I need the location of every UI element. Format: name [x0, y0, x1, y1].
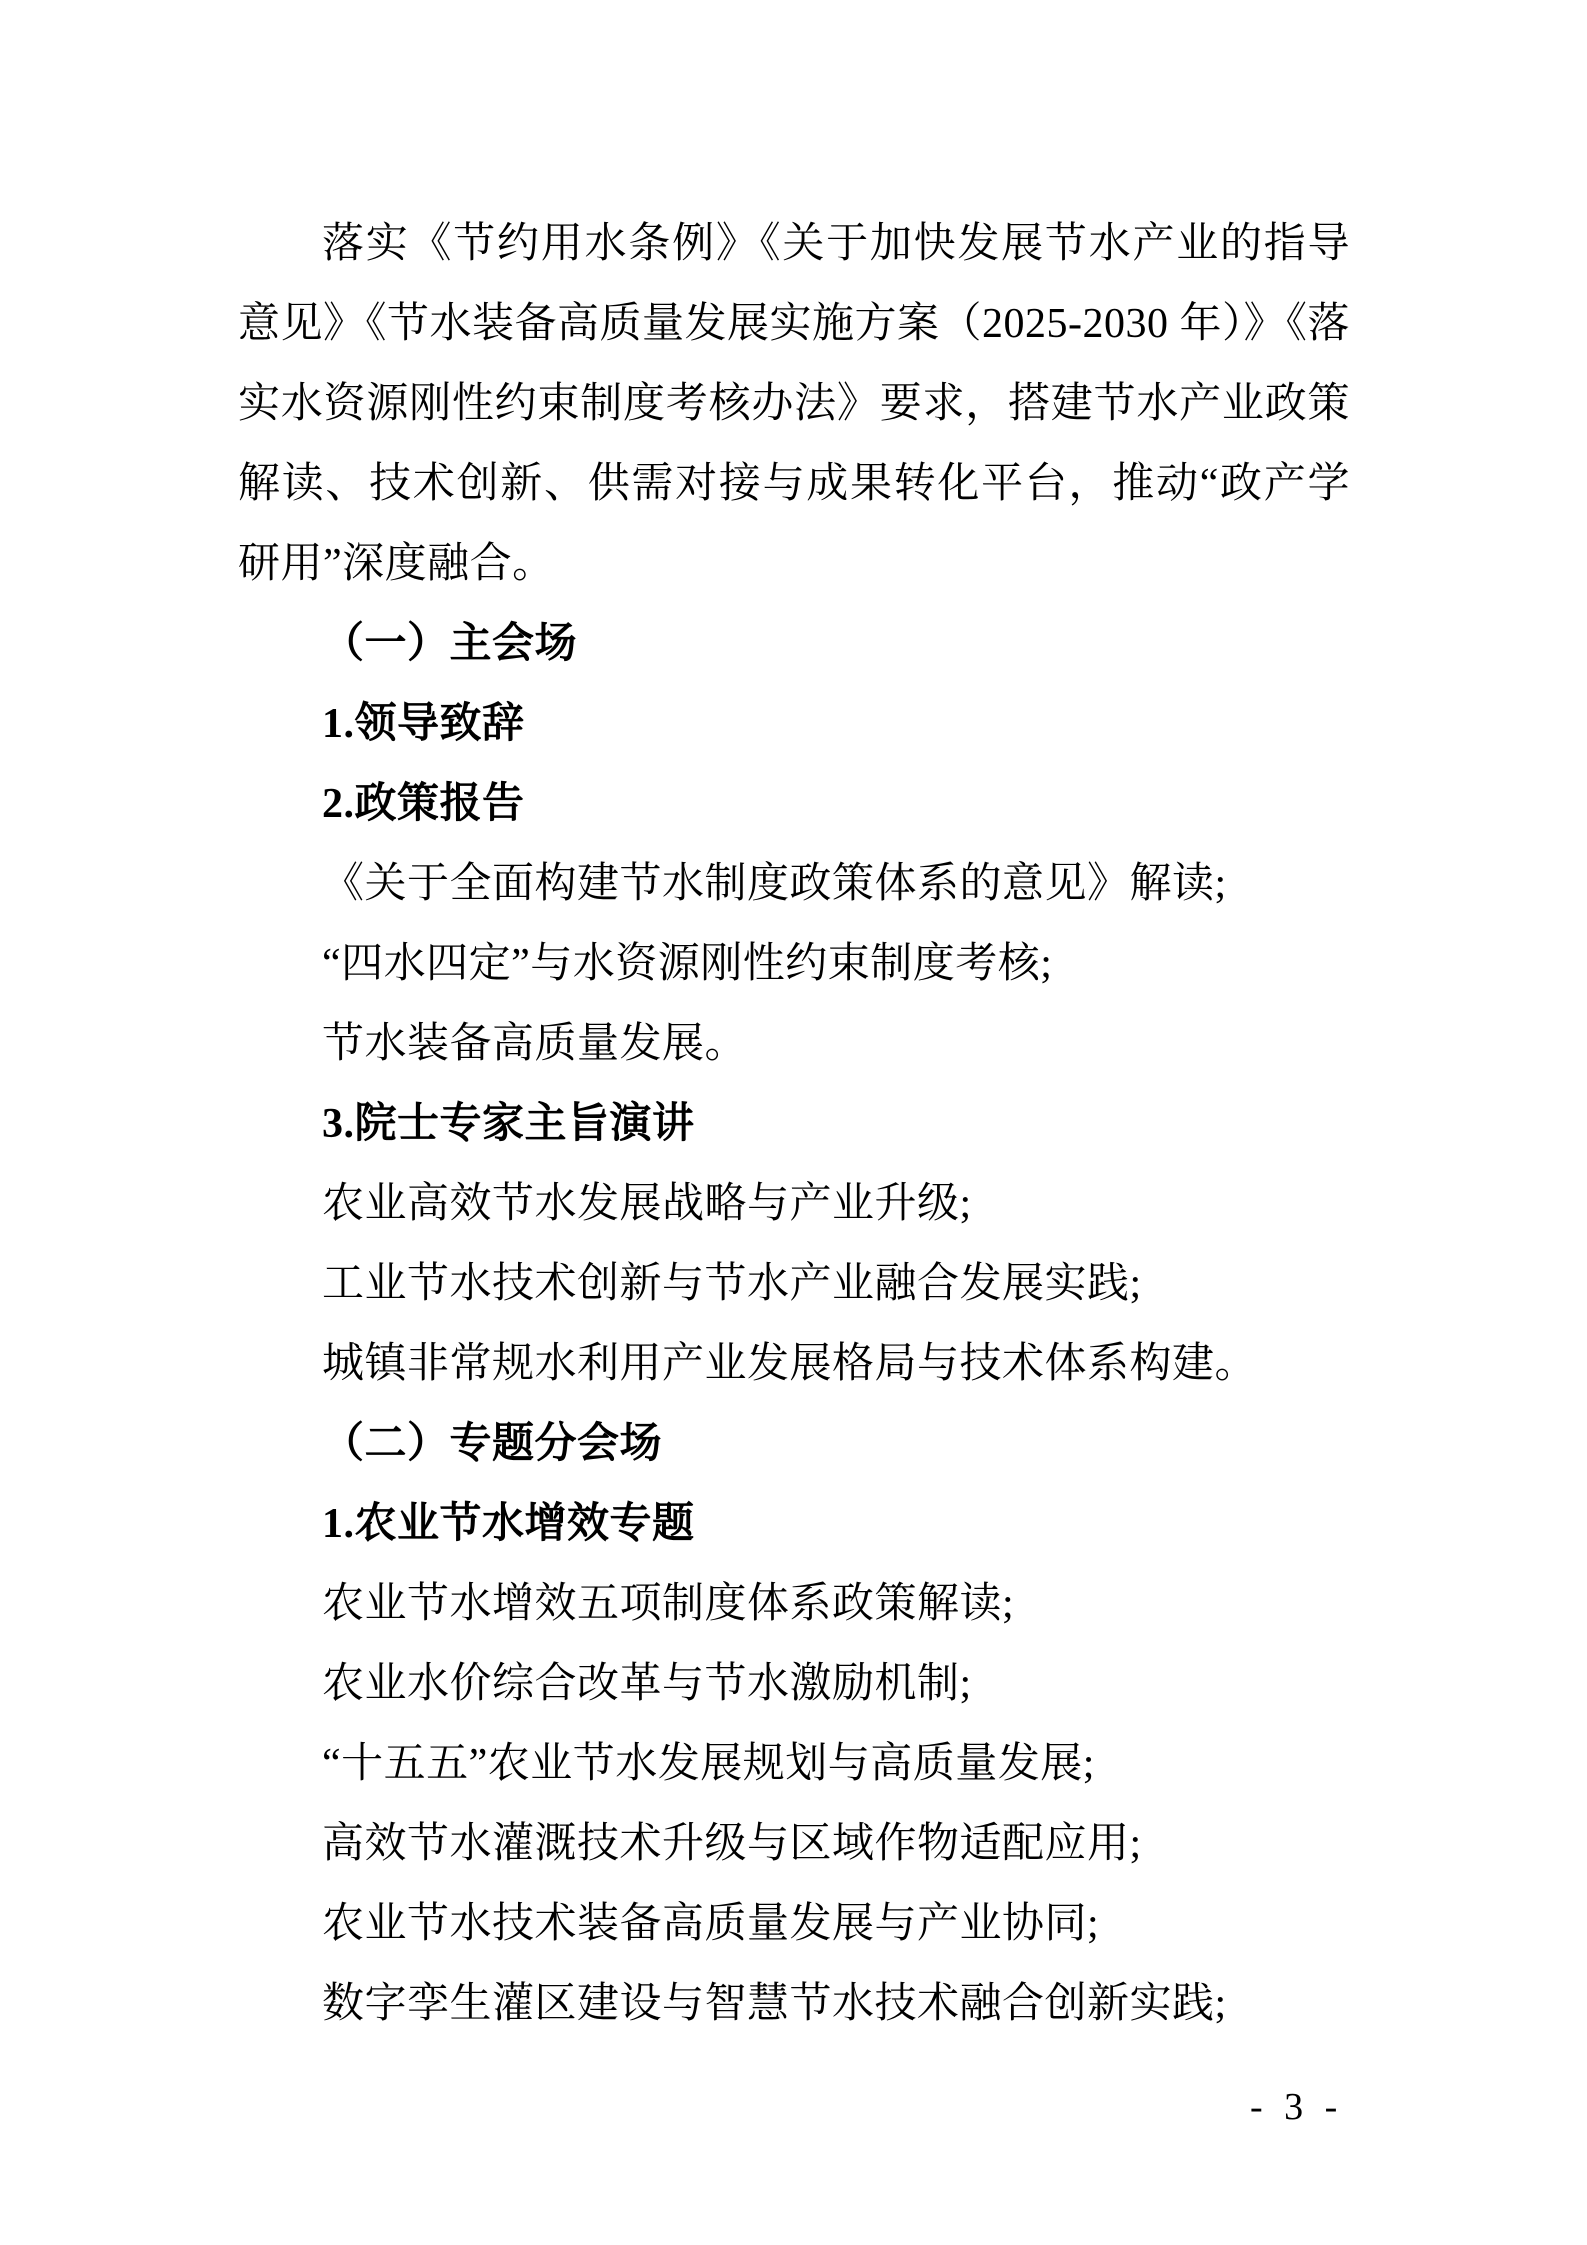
text-line: 《关于全面构建节水制度政策体系的意见》解读; [322, 861, 1227, 907]
heading-line: 2.政策报告 [322, 781, 525, 827]
text-line: 意见》《节水装备高质量发展实施方案（2025-2030 年）》《落 [238, 301, 1350, 347]
text-line: 实水资源刚性约束制度考核办法》要求，搭建节水产业政策 [238, 381, 1350, 427]
text-line: 农业节水技术装备高质量发展与产业协同; [322, 1901, 1100, 1947]
text-line: 落实《节约用水条例》《关于加快发展节水产业的指导 [322, 221, 1350, 267]
text-line: 数字孪生灌区建设与智慧节水技术融合创新实践; [322, 1981, 1227, 2027]
heading-line: 3.院士专家主旨演讲 [322, 1101, 695, 1147]
text-line: “十五五”农业节水发展规划与高质量发展; [322, 1741, 1095, 1787]
heading-line: 1.农业节水增效专题 [322, 1501, 695, 1547]
text-line: 农业节水增效五项制度体系政策解读; [322, 1581, 1015, 1627]
text-line: 城镇非常规水利用产业发展格局与技术体系构建。 [322, 1341, 1258, 1387]
text-line: 工业节水技术创新与节水产业融合发展实践; [322, 1261, 1142, 1307]
text-line: 农业水价综合改革与节水激励机制; [322, 1661, 972, 1707]
page-number: - 3 - [1250, 2086, 1344, 2128]
document-body [238, 204, 1350, 2044]
text-line: “四水四定”与水资源刚性约束制度考核; [322, 941, 1053, 987]
text-line: 解读、技术创新、供需对接与成果转化平台，推动“政产学 [238, 461, 1350, 507]
heading-line: （二）专题分会场 [322, 1421, 663, 1467]
text-line: 节水装备高质量发展。 [322, 1021, 748, 1067]
heading-line: 1.领导致辞 [322, 701, 525, 747]
heading-line: （一）主会场 [322, 621, 578, 667]
text-line: 高效节水灌溉技术升级与区域作物适配应用; [322, 1821, 1142, 1867]
text-line: 农业高效节水发展战略与产业升级; [322, 1181, 972, 1227]
text-line: 研用”深度融合。 [238, 541, 555, 587]
